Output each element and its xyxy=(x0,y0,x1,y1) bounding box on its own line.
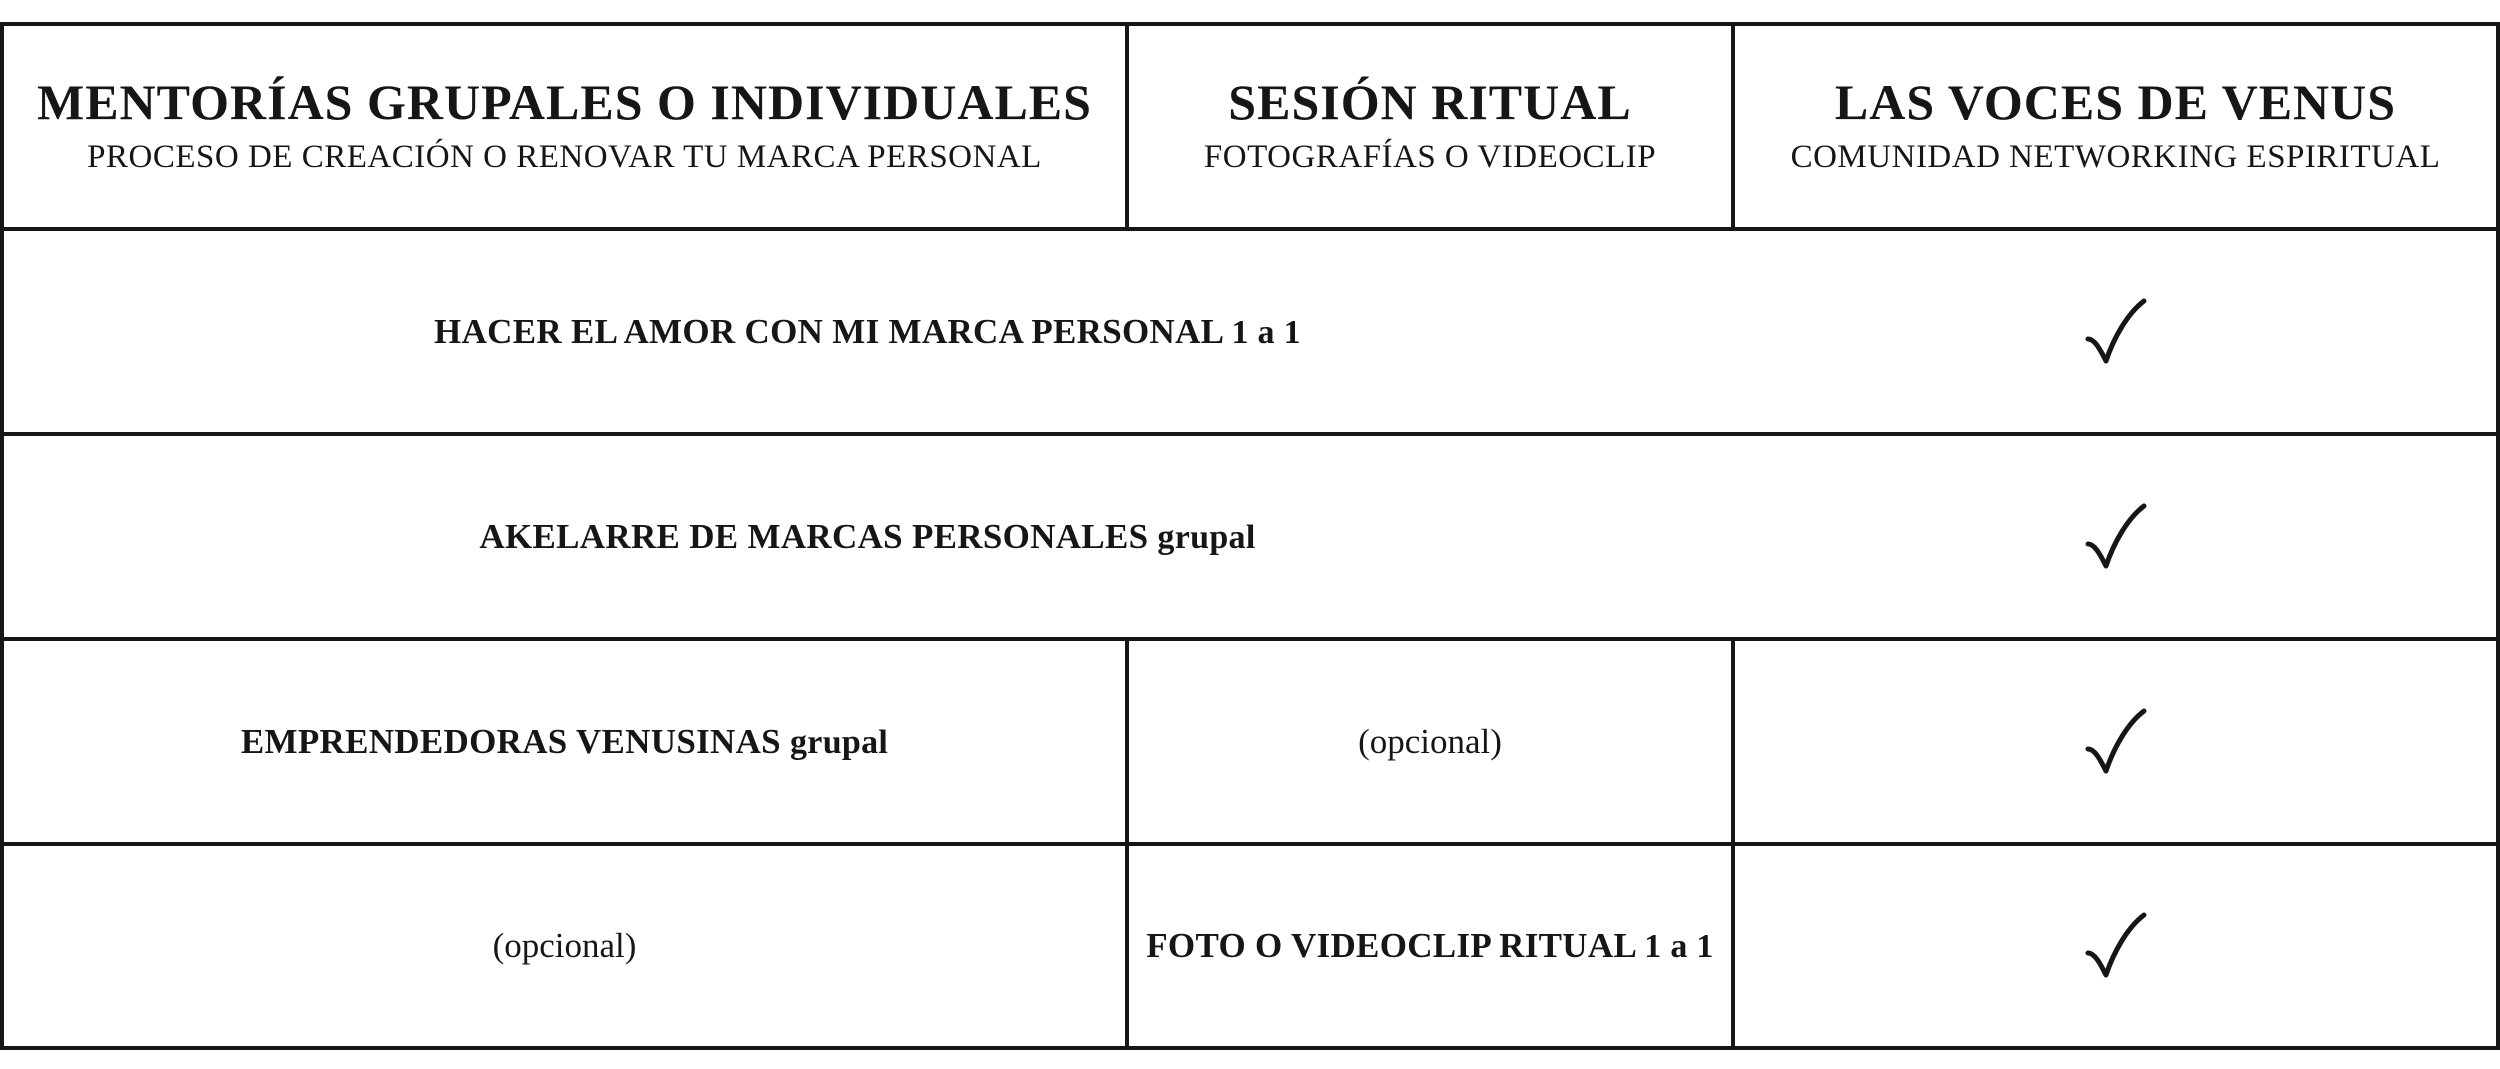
header-title-voces-venus: LAS VOCES DE VENUS xyxy=(1834,74,2397,131)
header-subtitle-voces-venus: COMUNIDAD NETWORKING ESPIRITUAL xyxy=(1790,139,2441,176)
row-1-check-cell xyxy=(1735,231,2496,432)
row-2-label-cell xyxy=(4,436,1731,637)
row-3-optional-text: (opcional) xyxy=(1358,721,1502,761)
header-subtitle-mentorias: PROCESO DE CREACIÓN O RENOVAR TU MARCA PERSONAL xyxy=(87,139,1042,176)
checkmark-icon xyxy=(2084,297,2148,367)
row-2-label-suffix: grupal xyxy=(1157,518,1256,556)
header-cell-voces-venus xyxy=(1735,26,2496,227)
header-title-sesion-ritual: SESIÓN RITUAL xyxy=(1228,74,1632,131)
header-title-mentorias: MENTORÍAS GRUPALES O INDIVIDUALES xyxy=(37,74,1092,131)
checkmark-icon xyxy=(2084,911,2148,981)
row-4-col-2-cell xyxy=(1129,846,1731,1046)
header-subtitle-sesion-ritual: FOTOGRAFÍAS O VIDEOCLIP xyxy=(1203,139,1657,176)
row-4-col-1-cell xyxy=(4,846,1125,1046)
header-cell-mentorias xyxy=(4,26,1125,227)
row-3-label xyxy=(241,722,888,762)
row-4-label xyxy=(1146,926,1713,966)
row-3-label-main: EMPRENDEDORAS VENUSINAS xyxy=(240,721,781,761)
header-cell-sesion-ritual xyxy=(1129,26,1731,227)
row-3-col-1-cell xyxy=(4,641,1125,842)
row-3-col-2-cell xyxy=(1129,641,1731,842)
row-1-label-suffix: 1 a 1 xyxy=(1231,313,1301,351)
row-2-label xyxy=(479,517,1255,557)
row-4-check-cell xyxy=(1735,846,2496,1046)
table-border-bottom xyxy=(0,1046,2500,1050)
comparison-table xyxy=(0,22,2500,1050)
checkmark-icon xyxy=(2084,707,2148,777)
row-2-check-cell xyxy=(1735,436,2496,637)
row-3-label-suffix: grupal xyxy=(790,723,889,761)
row-1-label-main: HACER EL AMOR CON MI MARCA PERSONAL xyxy=(434,311,1223,351)
row-4-label-main: FOTO O VIDEOCLIP RITUAL xyxy=(1146,926,1636,965)
row-3-check-cell xyxy=(1735,641,2496,842)
checkmark-icon xyxy=(2084,502,2148,572)
row-4-label-suffix: 1 a 1 xyxy=(1644,928,1714,965)
row-4-optional-text: (opcional) xyxy=(492,926,637,965)
row-2-label-main: AKELARRE DE MARCAS PERSONALES xyxy=(479,516,1149,556)
row-1-label xyxy=(434,312,1301,352)
row-1-label-cell xyxy=(4,231,1731,432)
table-border-right xyxy=(2496,22,2500,1050)
